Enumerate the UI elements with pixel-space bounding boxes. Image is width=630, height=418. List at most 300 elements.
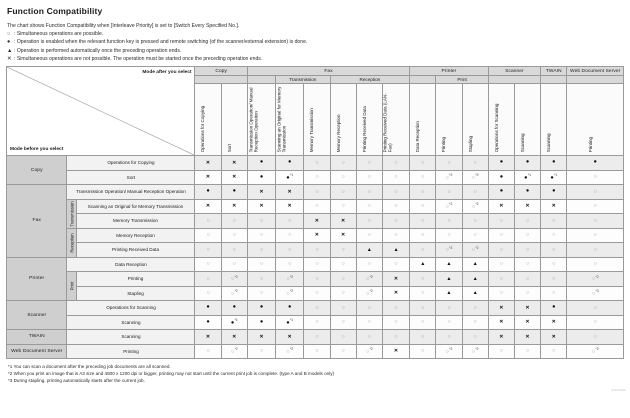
row-label: Data Reception (67, 257, 195, 272)
symbol-o: ○ (421, 174, 425, 181)
symbol-o: ○ (315, 188, 319, 195)
compatibility-cell (276, 185, 304, 200)
compatibility-cell (330, 243, 356, 258)
table-row (7, 344, 624, 359)
symbol-o: ○ (593, 232, 597, 239)
symbol-o: ○ (288, 246, 292, 253)
table-row (7, 228, 624, 243)
symbol-x: ✕ (525, 319, 530, 326)
table-row (7, 315, 624, 330)
column-header-label: Scanning (546, 133, 551, 153)
symbol-o: ○ (341, 304, 345, 311)
compatibility-cell (195, 315, 221, 330)
row-label: Memory Transmission (76, 214, 195, 229)
symbol-x: ✕ (551, 333, 556, 340)
symbol-x: ✕ (205, 203, 211, 210)
symbol-o: ○ (421, 159, 425, 166)
footnote-marker: *3 (595, 289, 599, 294)
symbol-o: ○ (593, 217, 597, 224)
compatibility-cell (221, 228, 247, 243)
row-label: Printing (76, 272, 195, 287)
legend-circle-icon: ○ (7, 31, 11, 38)
table-row (7, 214, 624, 229)
legend-cross-icon: ✕ (7, 55, 12, 62)
footnote-marker: *2 (595, 347, 599, 352)
symbol-o: ○ (288, 261, 292, 268)
column-group-header: Copy (195, 67, 247, 76)
compatibility-cell (330, 257, 356, 272)
legend-item-cross (7, 55, 624, 63)
footnote-marker: *2 (475, 347, 479, 352)
row-label: Operations for Copying (67, 156, 195, 171)
compatibility-cell (330, 185, 356, 200)
compatibility-cell (276, 243, 304, 258)
symbol-o: ○ (341, 290, 345, 297)
compatibility-cell (195, 286, 221, 301)
compatibility-cell (356, 228, 382, 243)
symbol-o: ○ (421, 203, 425, 210)
compatibility-cell (436, 272, 462, 287)
symbol-dot: ● (550, 174, 554, 181)
footnote-marker: *2 (289, 347, 294, 352)
symbol-tri: ▲ (393, 246, 399, 253)
compatibility-cell (276, 228, 304, 243)
row-subgroup-text: Print (69, 281, 74, 291)
compatibility-cell (221, 272, 247, 287)
table-row (7, 185, 624, 200)
symbol-dot: ● (499, 173, 504, 180)
symbol-o: ○ (206, 232, 210, 239)
symbol-o: ○ (591, 276, 596, 283)
compatibility-cell (247, 243, 275, 258)
symbol-o: ○ (394, 304, 398, 311)
compatibility-cell (247, 272, 275, 287)
symbol-dot: ● (286, 319, 290, 326)
symbol-dot: ● (259, 304, 264, 311)
symbol-o: ○ (286, 290, 290, 297)
compatibility-cell (276, 199, 304, 214)
symbol-o: ○ (473, 232, 477, 239)
symbol-o: ○ (394, 333, 398, 340)
compatibility-cell (567, 315, 624, 330)
compatibility-cell (382, 330, 409, 345)
compatibility-cell (436, 344, 462, 359)
symbol-o: ○ (286, 348, 290, 355)
compatibility-cell (488, 156, 514, 171)
row-label: Scanning (67, 315, 195, 330)
compatibility-cell (410, 330, 436, 345)
symbol-dot: ● (206, 188, 210, 195)
symbol-o: ○ (421, 348, 425, 355)
compatibility-cell (247, 170, 275, 185)
symbol-o: ○ (473, 217, 477, 224)
footnote-marker: *1 (234, 318, 238, 323)
row-subgroup-text: Reception (69, 232, 74, 253)
symbol-o: ○ (499, 290, 504, 297)
symbol-o: ○ (552, 275, 556, 282)
symbol-x: ✕ (340, 217, 346, 224)
symbol-o: ○ (445, 174, 449, 181)
symbol-o: ○ (593, 333, 597, 340)
compatibility-cell (410, 170, 436, 185)
compatibility-cell (410, 214, 436, 229)
symbol-o: ○ (341, 261, 345, 268)
compatibility-cell (221, 301, 247, 316)
symbol-o: ○ (206, 290, 210, 297)
legend-triangle-text: : Operation is performed automatically once the preceding operation ends. (14, 47, 182, 54)
symbol-o: ○ (394, 232, 398, 239)
footnote-1: *1 You can scan a document after the preceding job documents are all scanned. (8, 364, 171, 370)
compatibility-cell (488, 257, 514, 272)
column-header-vertical (567, 84, 624, 156)
symbol-o: ○ (447, 217, 451, 224)
compatibility-cell (488, 214, 514, 229)
compatibility-cell (514, 286, 540, 301)
compatibility-cell (221, 257, 247, 272)
compatibility-cell (541, 257, 567, 272)
compatibility-cell (356, 170, 382, 185)
compatibility-cell (488, 185, 514, 200)
footnote-marker: *2 (475, 245, 479, 250)
footnote-marker: *2 (369, 274, 373, 279)
compatibility-cell (410, 272, 436, 287)
compatibility-cell (410, 243, 436, 258)
symbol-o: ○ (473, 304, 477, 311)
column-group-header: Fax (247, 67, 409, 76)
compatibility-cell (382, 214, 409, 229)
footnote-marker: *1 (289, 318, 294, 323)
column-header-vertical (330, 84, 356, 156)
compatibility-cell (514, 214, 540, 229)
symbol-o: ○ (471, 174, 476, 181)
compatibility-cell (356, 301, 382, 316)
compatibility-cell (436, 170, 462, 185)
compatibility-cell (462, 185, 488, 200)
symbol-o: ○ (421, 290, 425, 297)
footnote-marker: *2 (289, 289, 294, 294)
column-group-header: Scanner (488, 67, 540, 76)
compatibility-cell (410, 315, 436, 330)
symbol-o: ○ (232, 232, 236, 239)
compatibility-cell (488, 199, 514, 214)
compatibility-cell (221, 170, 247, 185)
compatibility-cell (221, 156, 247, 171)
compatibility-cell (488, 315, 514, 330)
symbol-o: ○ (288, 232, 292, 239)
watermark-code: ZJKA001 (611, 388, 626, 392)
symbol-o: ○ (445, 203, 449, 210)
compatibility-cell (488, 272, 514, 287)
symbol-o: ○ (552, 348, 556, 355)
column-header-vertical (356, 84, 382, 156)
symbol-o: ○ (499, 261, 504, 268)
compatibility-cell (195, 301, 221, 316)
compatibility-cell (514, 344, 540, 359)
column-header-vertical (488, 84, 514, 156)
symbol-o: ○ (445, 247, 449, 254)
compatibility-cell (514, 156, 540, 171)
compatibility-cell (304, 156, 330, 171)
symbol-dot: ● (206, 318, 210, 325)
compatibility-cell (330, 315, 356, 330)
compatibility-cell (514, 199, 540, 214)
row-group-label: Printer (7, 257, 67, 301)
compatibility-cell (462, 214, 488, 229)
compatibility-cell (221, 243, 247, 258)
symbol-o: ○ (315, 319, 319, 326)
compatibility-cell (247, 156, 275, 171)
compatibility-cell (436, 228, 462, 243)
symbol-o: ○ (471, 203, 476, 210)
compatibility-cell (514, 185, 540, 200)
symbol-o: ○ (499, 275, 504, 282)
symbol-o: ○ (525, 261, 530, 268)
symbol-o: ○ (593, 304, 597, 311)
footnote-marker: *2 (475, 173, 479, 178)
symbol-x: ✕ (314, 217, 320, 224)
compatibility-cell (382, 228, 409, 243)
compatibility-cell (567, 156, 624, 171)
symbol-o: ○ (525, 232, 530, 239)
symbol-o: ○ (367, 159, 371, 166)
symbol-x: ✕ (393, 348, 399, 355)
column-header-vertical (195, 84, 221, 156)
symbol-tri: ▲ (366, 246, 372, 253)
symbol-o: ○ (394, 188, 398, 195)
symbol-o: ○ (367, 261, 371, 268)
row-label: Printing Received Data (76, 243, 195, 258)
symbol-dot: ● (524, 174, 528, 181)
symbol-x: ✕ (551, 203, 556, 210)
column-group-header: Web Document Server (567, 67, 624, 76)
symbol-o: ○ (552, 217, 556, 224)
compatibility-cell (304, 243, 330, 258)
symbol-x: ✕ (232, 159, 237, 166)
compatibility-cell (567, 301, 624, 316)
compatibility-cell (410, 199, 436, 214)
row-label: Stapling (76, 286, 195, 301)
symbol-dot: ● (499, 159, 504, 166)
compatibility-cell (221, 330, 247, 345)
compatibility-cell (382, 156, 409, 171)
function-compatibility-table (6, 66, 624, 359)
row-subgroup-label (67, 272, 76, 301)
compatibility-cell (462, 272, 488, 287)
row-subgroup-label (67, 228, 76, 257)
compatibility-cell (247, 185, 275, 200)
compatibility-cell (410, 344, 436, 359)
footnote-marker: *2 (369, 289, 373, 294)
symbol-o: ○ (593, 203, 597, 210)
symbol-o: ○ (367, 304, 371, 311)
symbol-o: ○ (394, 319, 398, 326)
symbol-x: ✕ (259, 333, 264, 340)
symbol-o: ○ (499, 232, 504, 239)
compatibility-cell (356, 330, 382, 345)
compatibility-cell (247, 286, 275, 301)
symbol-o: ○ (206, 261, 210, 268)
symbol-x: ✕ (525, 203, 530, 210)
symbol-o: ○ (499, 246, 504, 253)
compatibility-cell (488, 330, 514, 345)
compatibility-cell (436, 257, 462, 272)
footnote-marker: *2 (449, 173, 453, 178)
compatibility-cell (382, 272, 409, 287)
legend-dot-text: : Operation is enabled when the relevant function key is pressed and remote switching (of the scanner/external extension) is done. (14, 39, 308, 46)
column-header-label: Scanning an Original for Memory Transmission (276, 86, 287, 153)
column-header-label: Operations for Copying (200, 105, 206, 153)
row-label: Scanning (67, 330, 195, 345)
compatibility-cell (247, 344, 275, 359)
symbol-dot: ● (232, 188, 236, 195)
table-row (7, 301, 624, 316)
compatibility-cell (247, 257, 275, 272)
symbol-tri: ▲ (472, 275, 478, 282)
footnote-marker: *1 (289, 173, 294, 178)
table-row (7, 286, 624, 301)
column-header-label: Data Reception (414, 120, 420, 153)
symbol-o: ○ (525, 290, 530, 297)
column-header-vertical (276, 84, 304, 156)
footnotes (6, 363, 624, 384)
compatibility-cell (488, 344, 514, 359)
symbol-o: ○ (367, 319, 371, 326)
compatibility-cell (304, 170, 330, 185)
column-subgroup-spacer (567, 76, 624, 84)
compatibility-cell (304, 301, 330, 316)
symbol-o: ○ (365, 348, 370, 355)
compatibility-cell (462, 257, 488, 272)
footnote-marker: *2 (289, 274, 294, 279)
symbol-o: ○ (552, 232, 556, 239)
symbol-x: ✕ (393, 290, 399, 297)
column-header-label: Printing Received Data (361, 105, 367, 153)
symbol-o: ○ (447, 319, 451, 326)
symbol-o: ○ (341, 319, 345, 326)
table-row (7, 330, 624, 345)
compatibility-cell (304, 272, 330, 287)
symbol-o: ○ (341, 333, 345, 340)
symbol-o: ○ (315, 159, 319, 166)
symbol-o: ○ (367, 333, 371, 340)
compatibility-cell (304, 199, 330, 214)
compatibility-cell (276, 214, 304, 229)
compatibility-cell (567, 214, 624, 229)
compatibility-cell (462, 170, 488, 185)
symbol-o: ○ (552, 246, 556, 253)
compatibility-cell (436, 185, 462, 200)
compatibility-cell (195, 185, 221, 200)
column-header-vertical (462, 84, 488, 156)
compatibility-cell (567, 185, 624, 200)
footnote-marker: *1 (554, 173, 558, 178)
compatibility-cell (436, 315, 462, 330)
compatibility-cell (541, 286, 567, 301)
compatibility-cell (488, 286, 514, 301)
compatibility-cell (356, 344, 382, 359)
compatibility-cell (410, 257, 436, 272)
compatibility-cell (221, 199, 247, 214)
symbol-o: ○ (421, 275, 425, 282)
compatibility-cell (276, 330, 304, 345)
symbol-o: ○ (367, 188, 371, 195)
symbol-o: ○ (473, 319, 477, 326)
column-subgroup-spacer (488, 76, 540, 84)
symbol-x: ✕ (232, 203, 237, 210)
compatibility-cell (247, 301, 275, 316)
compatibility-cell (567, 243, 624, 258)
axis-label-mode-before: Mode before you select (10, 147, 64, 153)
compatibility-cell (356, 286, 382, 301)
symbol-o: ○ (341, 246, 345, 253)
row-label: Memory Reception (76, 228, 195, 243)
compatibility-cell (356, 199, 382, 214)
symbol-dot: ● (259, 173, 264, 180)
symbol-o: ○ (315, 174, 319, 181)
compatibility-cell (330, 156, 356, 171)
compatibility-cell (195, 199, 221, 214)
compatibility-cell (330, 170, 356, 185)
symbol-dot: ● (232, 304, 236, 311)
column-subgroup-spacer (195, 76, 247, 84)
compatibility-cell (567, 170, 624, 185)
symbol-o: ○ (206, 217, 210, 224)
symbol-o: ○ (593, 261, 597, 268)
symbol-tri: ▲ (446, 290, 452, 297)
footnote-marker: *2 (449, 202, 453, 207)
compatibility-cell (541, 156, 567, 171)
symbol-o: ○ (341, 203, 345, 210)
row-group-label: Copy (7, 156, 67, 185)
compatibility-cell (541, 272, 567, 287)
compatibility-cell (221, 344, 247, 359)
compatibility-cell (247, 228, 275, 243)
symbol-o: ○ (259, 290, 264, 297)
compatibility-cell (462, 156, 488, 171)
compatibility-cell (541, 330, 567, 345)
symbol-dot: ● (288, 304, 292, 311)
compatibility-cell (195, 170, 221, 185)
symbol-o: ○ (315, 275, 319, 282)
symbol-o: ○ (525, 348, 530, 355)
symbol-o: ○ (259, 261, 264, 268)
symbol-o: ○ (259, 246, 264, 253)
symbol-x: ✕ (259, 203, 264, 210)
column-header-label: Stapling (467, 135, 473, 153)
symbol-dot: ● (206, 304, 210, 311)
symbol-o: ○ (394, 261, 398, 268)
symbol-o: ○ (259, 275, 264, 282)
symbol-o: ○ (421, 333, 425, 340)
intro-text: The chart shows Function Compatibility when [Interleave Priority] is set to [Switch Every Specified No.]. (7, 23, 240, 29)
row-label: Printing (67, 344, 195, 359)
symbol-dot: ● (259, 318, 264, 325)
compatibility-cell (304, 286, 330, 301)
compatibility-cell (382, 185, 409, 200)
symbol-o: ○ (315, 246, 319, 253)
legend-item-circle (7, 30, 624, 38)
column-header-vertical (221, 84, 247, 156)
compatibility-cell (356, 185, 382, 200)
column-subgroup-header: Print (436, 76, 488, 84)
symbol-x: ✕ (499, 203, 504, 210)
compatibility-cell (541, 185, 567, 200)
symbol-o: ○ (259, 232, 264, 239)
symbol-dot: ● (525, 159, 530, 166)
symbol-o: ○ (206, 275, 210, 282)
compatibility-cell (567, 344, 624, 359)
compatibility-cell (462, 315, 488, 330)
